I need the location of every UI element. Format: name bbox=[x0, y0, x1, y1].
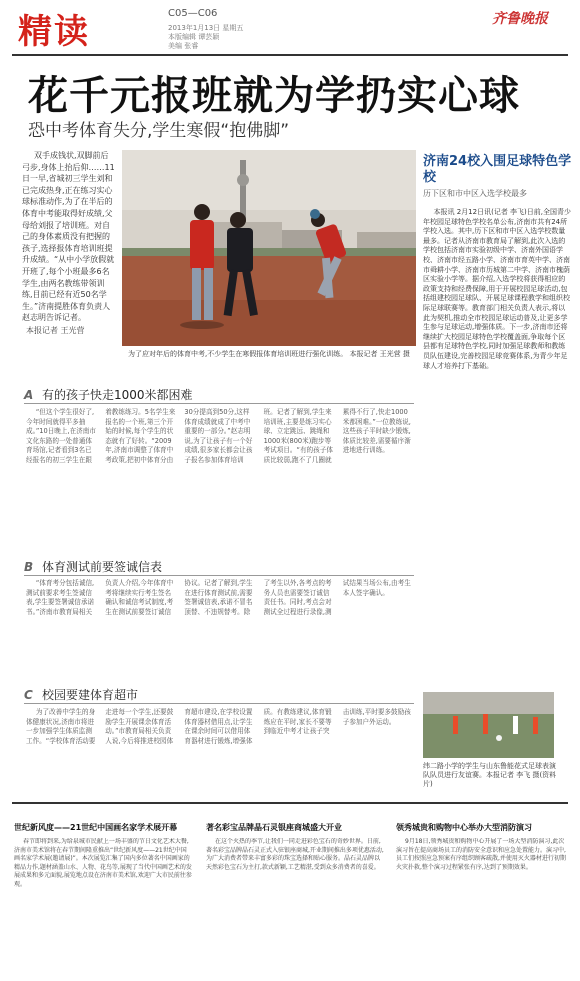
subheadline: 恐中考体育失分,学生寒假“抱佛脚” bbox=[28, 121, 290, 141]
section-c-body: 为了改善中学生的身体健康状况,济南市将进一步加强学生体质监测工作。“学校体育活动要走进每一个学生,还要鼓励学生开展课余体育活动。”市教育局相关负责人说,今后将推进校园体育超市建设,在学校设置体育器材借用点,让学生在课余时间可以借用体育器材进行锻炼,增强体质。有教练建议,体育锻炼应在平时,家长不要等到临近中考才让孩子突击训练,平时要多鼓励孩子参加户外运动。 bbox=[26, 708, 411, 745]
section-b-body: “体育考分包括诚信,测试前要求考生签诚信表,学生要签署诚信承诺书。”济南市教育局相关负责人介绍,今年体育中考将继续实行考生签名确认和诚信考试制度,考生在测试前要签订诚信协议。记者了解到,学生在进行体育测试前,需要签署诚信表,承诺不冒名顶替、不违规替考。除了考生以外,各考点的考务人员也需要签订诚信责任书。同时,考点会对测试全过程进行录像,测试结果当场公布,由考生本人签字确认。 bbox=[26, 579, 411, 616]
section-c-title: 校园要建体育超市 bbox=[42, 688, 139, 702]
sidebar-body: 本报讯 2月12日讯(记者 李飞)日前,全国青少年校园足球特色学校名单公布,济南市共有24所学校入选。其中,历下区和市中区入选学校数量最多。记者从济南市教育局了解到,此次入选的学校包括济南市实验初级中学、济南外国语学校、济南市经五路小学、济南市育英中学、济南市舜耕小学、济南市历城第二中学、济南市槐荫区实验小学等。据介绍,入选学校将获得相应的政策支持和经费保障,用于开展校园足球活动,包括组建校园足球队、开展足球课程教学和组织校际足球联赛等。教育部门相关负责人表示,将以此为契机,推动全市校园足球运动普及,让更多学生参与足球运动,增强体质。下一步,济南市还将继续扩大校园足球特色学校覆盖面,争取每个区县都有足球特色学校,同时加强足球教师和教练员队伍建设,完善校园足球竞赛体系,为青少年足球人才培养打下基础。 bbox=[423, 208, 571, 370]
issue-date: 2013年1月13日 星期五 bbox=[168, 24, 244, 32]
section-a-body: “但这个学生很好了,今年时间就得平多抽成。”10日晚上,在济南市文化东路的一处普通体育场馆,记者看到3名已经报名的初三学生在跟着教练练习。5名学生来报名的一个班,第三个开始的时候,每个学生的状态就有了好转。“2009年,济南市调整了体育中考政策,把初中体育分由30分提高到50分,这样体育成绩就成了中考中重要的一部分。”赵志明说,为了让孩子有一个好成绩,很多家长都会让孩子报名参加体育培训班。记者了解到,学生来培训班,主要是练习实心球、立定跳远、跳绳和1000米(800米)跑步等考试项目。“有的孩子体质比较弱,跑不了几圈就累得不行了,快走1000米都困难。”一位教练说,这些孩子平时缺少锻炼,体质比较差,需要循序渐进地进行训练。 bbox=[26, 408, 411, 464]
section-a-mark: A bbox=[24, 388, 34, 402]
section-c-heading bbox=[24, 686, 138, 703]
ad-3-title: 领秀城贵和购物中心举办大型消防演习 bbox=[396, 823, 532, 832]
main-photo bbox=[122, 150, 416, 346]
bottom-rule bbox=[12, 802, 568, 804]
headline: 花千元报班就为学扔实心球 bbox=[28, 73, 520, 119]
section-c-rule bbox=[24, 703, 414, 704]
section-b-heading bbox=[24, 558, 162, 575]
section-b-title: 体育测试前要签诚信表 bbox=[42, 560, 163, 574]
section-a-heading bbox=[24, 386, 193, 403]
photo-caption: 为了应对年后的体育中考,不少学生在寒假报体育培训班进行强化训练。 本报记者 王光营 摄 bbox=[128, 350, 410, 358]
lead-byline: 本报记者 王光营 bbox=[26, 326, 85, 335]
issue-info bbox=[168, 24, 243, 51]
section-a-title: 有的孩子快走1000米都困难 bbox=[42, 388, 193, 402]
sidebar-subtitle: 历下区和市中区入选学校最多 bbox=[423, 189, 527, 198]
section-b-rule bbox=[24, 575, 414, 576]
ad-2-title: 著名彩宝品牌晶石灵银座商城盛大开业 bbox=[206, 823, 342, 832]
ad-2-body: 在这个火热的季节,让我们一同走进彩色宝石的奇妙世界。日前,著名彩宝品牌晶石灵正式入驻银座商城,开业期间推出多项优惠活动,为广大消费者带来丰富多彩的珠宝选择和贴心服务。晶石灵品牌以天然彩色宝石为主打,款式新颖,工艺精湛,受到众多消费者的喜爱。 bbox=[206, 838, 384, 871]
masthead-rule bbox=[12, 54, 568, 56]
sidebar-photo bbox=[423, 692, 554, 758]
sidebar-photo-caption: 纬二路小学的学生与山东鲁能花式足球表演队队员进行友谊赛。本报记者 李飞 摄(资料片) bbox=[423, 762, 557, 788]
section-brand: 精读 bbox=[18, 12, 90, 52]
page-range: C05—C06 bbox=[168, 8, 218, 19]
paper-logo: 齐鲁晚报 bbox=[492, 11, 548, 27]
section-a-rule bbox=[24, 403, 414, 404]
issue-editor: 本版编辑 谭芸颖 bbox=[168, 33, 220, 41]
issue-designer: 美编 张睿 bbox=[168, 42, 199, 50]
section-c-mark: C bbox=[24, 688, 33, 702]
sidebar-title: 济南24校入围足球特色学校 bbox=[423, 154, 572, 185]
ad-3-body: 9月18日,领秀城贵和购物中心开展了一场大型消防演习,此次演习旨在提高商场员工的消防安全意识和应急处置能力。演习中,员工们按照应急预案有序组织顾客疏散,并使用灭火器材进行初期火灾扑救,整个演习过程紧张有序,达到了预期效果。 bbox=[396, 838, 566, 871]
section-b-mark: B bbox=[24, 560, 34, 574]
ad-1-title: 世纪新风度——21世纪中国画名家学术展开幕 bbox=[14, 823, 178, 832]
lead-paragraph: 双手成钱状,双脚前后弓步,身体上抬后仰……11日一早,省城初三学生刘和已完成热身,正在练习实心球标准动作,为了在半后的体育中考能取得好成绩,父母给刘报了培训班。对自己的身体素质没有把握的孩子,选择报体育培训班提升成绩。“从中小学放假就开班了,每个小班最多6名学生,由两名教练带领训练,目前已经有近50名学生。”济南提胜体育负责人赵志明告诉记者。 bbox=[22, 151, 115, 323]
ad-1-body: 春节即将到来,为给泉城市民献上一场丰盛的节日文化艺术大餐,济南市美术馆将在春节期间隆重推出“世纪新风度——21世纪中国画名家学术展(邀请展)”。本次展览汇集了国内多位著名中国画家的精品力作,题材涵盖山水、人物、花鸟等,展现了当代中国画艺术的发展成果和多元面貌,展览地点设在济南市美术馆,欢迎广大市民前往参观。 bbox=[14, 838, 192, 888]
